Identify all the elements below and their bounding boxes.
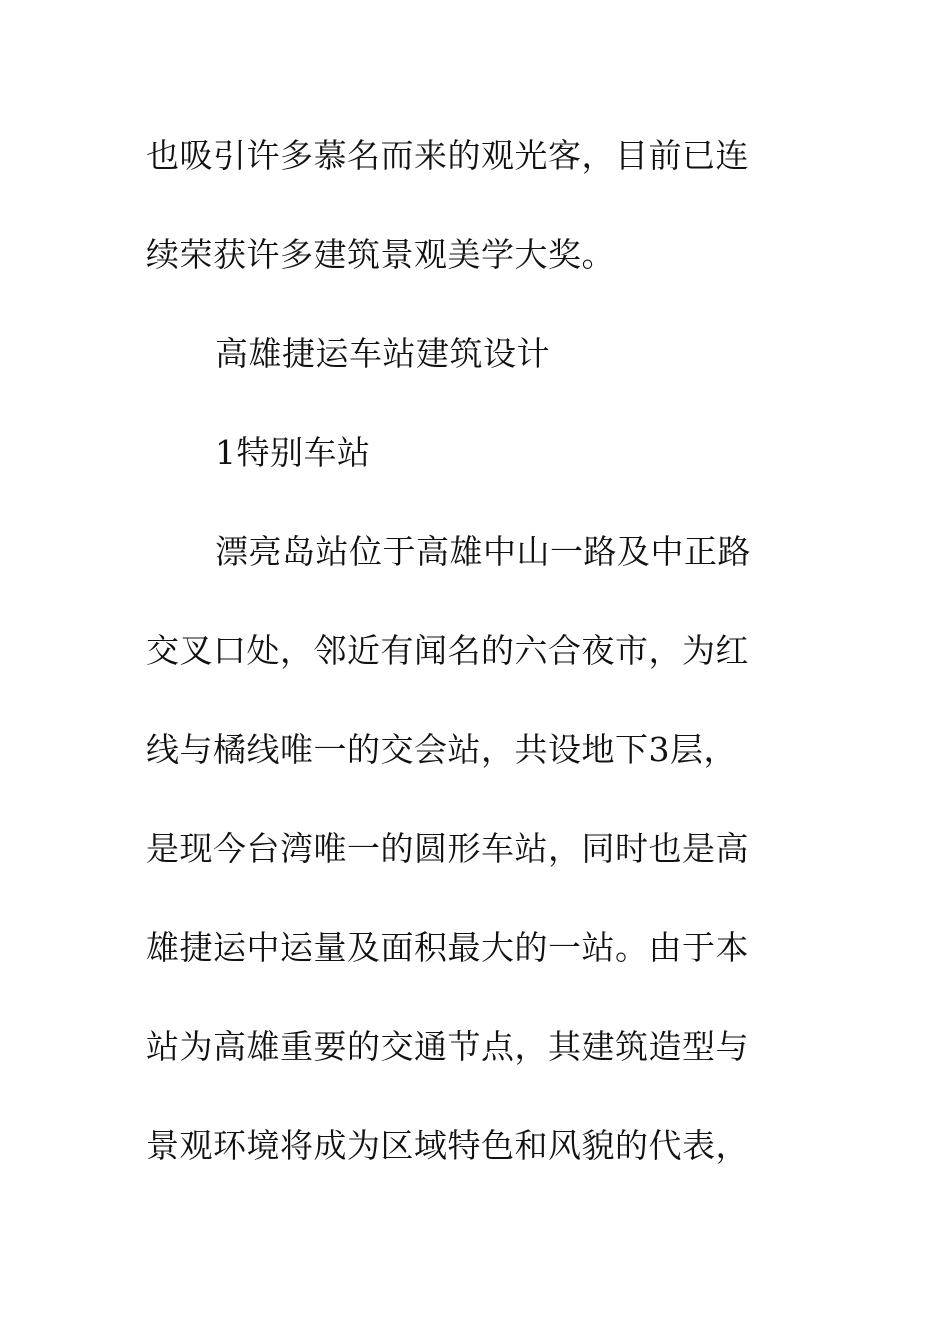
text-line-8: 是现今台湾唯一的圆形车站，同时也是高 xyxy=(146,829,749,868)
section-heading: 高雄捷运车站建筑设计 xyxy=(215,334,550,373)
text-line-11: 景观环境将成为区域特色和风貌的代表， xyxy=(146,1126,749,1165)
subsection-heading: 1特别车站 xyxy=(215,433,371,472)
body-text xyxy=(146,120,786,1209)
text-line-2: 续荣获许多建筑景观美学大奖。 xyxy=(146,235,615,274)
text-line-5: 漂亮岛站位于高雄中山一路及中正路 xyxy=(215,532,751,571)
text-line-10: 站为高雄重要的交通节点，其建筑造型与 xyxy=(146,1027,749,1066)
text-line-6: 交叉口处，邻近有闻名的六合夜市，为红 xyxy=(146,631,749,670)
text-line-1: 也吸引许多慕名而来的观光客，目前已连 xyxy=(146,136,749,175)
text-line-9: 雄捷运中运量及面积最大的一站。由于本 xyxy=(146,928,749,967)
text-line-7: 线与橘线唯一的交会站，共设地下3层， xyxy=(146,730,737,769)
